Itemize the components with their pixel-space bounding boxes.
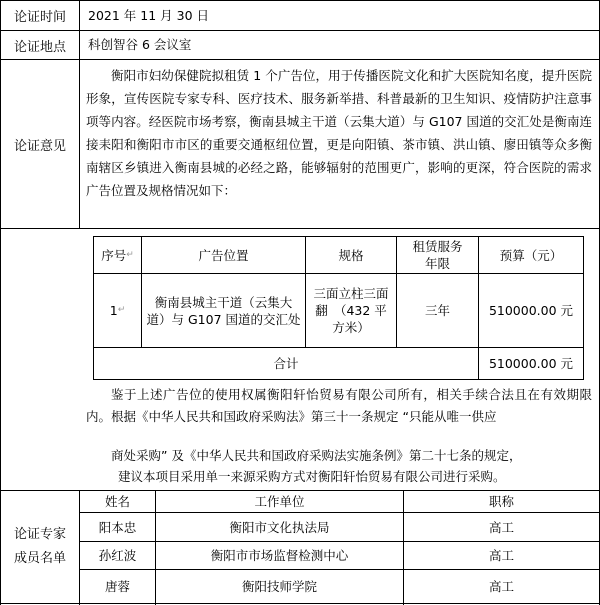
- opinion-text: 衡阳市妇幼保健院拟租赁 1 个广告位，用于传播医院文化和扩大医院知名度，提升医院形象，宣传医院专家专科、医疗技术、服务新举措、科普最新的卫生知识、疫情防护注意事项等内容。经医院市场考察，衡南县城主干道（云集大道）与 G107 国道的交汇处是衡南连接耒阳和衡阳市市区的重要交通枢纽位置，更是向阳镇、茶市镇、洪山镇、廖田镇等众多衡南辖区乡镇进入衡南县城的必经之路，能够辐射的范围更广，影响的更深，符合医院的需求广告位置及规格情况如下：: [86, 68, 592, 198]
- expert-row-1-name: 阳本忠: [98, 519, 137, 535]
- opinion-paragraph: [86, 64, 592, 202]
- time-value: 2021 年 11 月 30 日: [88, 8, 209, 23]
- ad-row-term: 三年: [424, 303, 450, 318]
- expert-row-2-unit: 衡阳市市场监督检测中心: [210, 548, 349, 563]
- conclusion-line-3: 建议本项目采用单一来源采购方式对衡阳轩怡贸易有限公司进行采购。: [118, 469, 506, 484]
- label-column-divider-top: [79, 0, 80, 228]
- ad-table-right: [583, 236, 584, 380]
- ad-header-location: 广告位置: [198, 247, 249, 263]
- ad-row-spec: 三面立柱三面翻 （432 平方米）: [313, 286, 389, 335]
- conclusion-line-1: 鉴于上述广告位的使用权属衡阳轩怡贸易有限公司所有，相关手续合法且在有效期限内。根据《中华人民共和国政府采购法》第三十一条规定 “只能从唯一供应: [86, 387, 592, 424]
- experts-label: 论证专家成员名单: [13, 527, 66, 566]
- conclusion-line-2: 商处采购” 及《中华人民共和国政府采购法实施条例》第二十七条的规定，: [111, 448, 522, 463]
- row-separator-2: [0, 59, 600, 60]
- expert-row-2-title: 高工: [488, 548, 514, 563]
- ad-header-term: 租赁服务年限: [412, 239, 463, 271]
- expert-row-1-title: 高工: [488, 519, 514, 535]
- ad-header-budget: 预算（元）: [499, 247, 563, 263]
- ad-header-spec: 规格: [338, 247, 364, 263]
- paragraph-mark-icon: ↵: [126, 249, 134, 260]
- expert-row-2-name: 孙红波: [98, 548, 137, 563]
- paragraph-mark-icon: ↵: [117, 305, 126, 315]
- experts-header-name: 姓名: [104, 494, 130, 509]
- expert-row-3-unit: 衡阳技师学院: [241, 579, 317, 594]
- expert-row-3-name: 唐蓉: [104, 579, 130, 594]
- ad-row-no: 1 ↵: [109, 303, 126, 318]
- row-separator-3: [0, 228, 600, 229]
- ad-row-location: 衡南县城主干道（云集大道）与 G107 国道的交汇处: [146, 294, 301, 327]
- ad-row-budget: 510000.00 元: [488, 303, 574, 318]
- expert-row-1-unit: 衡阳市文化执法局: [229, 519, 330, 535]
- experts-header-unit: 工作单位: [254, 494, 305, 509]
- ad-table-bottom: [93, 379, 584, 380]
- opinion-label: 论证意见: [13, 138, 66, 154]
- ad-header-no: 序号 ↵: [101, 247, 134, 263]
- time-label: 论证时间: [13, 10, 66, 25]
- place-label: 论证地点: [13, 39, 66, 55]
- expert-row-3-title: 高工: [488, 579, 514, 594]
- ad-total-value: 510000.00 元: [488, 356, 574, 371]
- place-value: 科创智谷 6 会议室: [88, 37, 192, 52]
- ad-total-label: 合计: [273, 356, 299, 371]
- experts-header-title: 职称: [488, 494, 514, 509]
- outer-border-bottom: [0, 603, 600, 604]
